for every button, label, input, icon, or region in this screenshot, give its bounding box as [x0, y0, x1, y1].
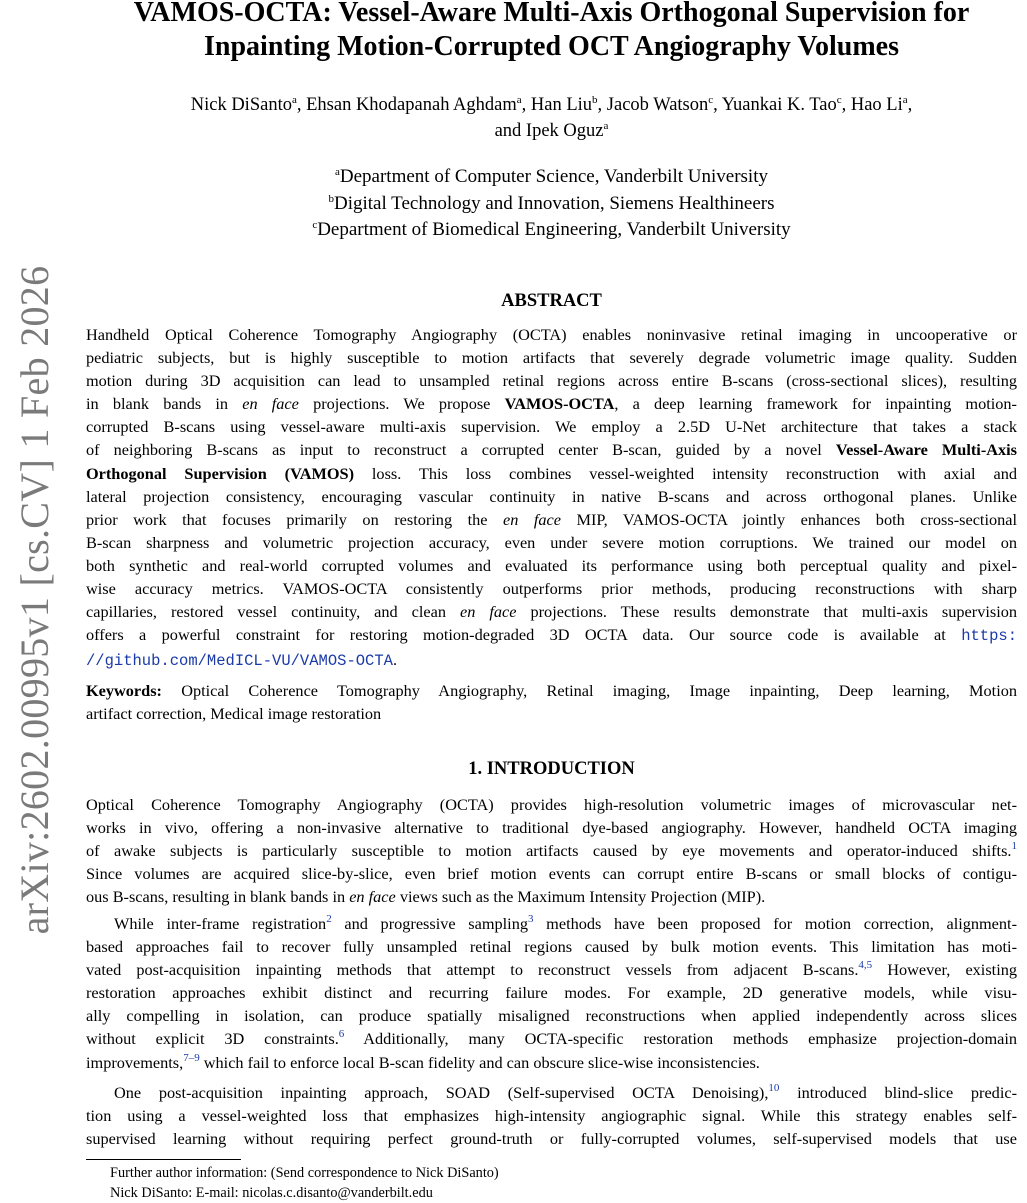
text-line: ous B-scans, resulting in blank bands in en face views such as the Maximum Intensity Projection (MIP).	[86, 887, 766, 907]
text-line: pediatric subjects, but is highly susceptible to motion artifacts that severely degrade volumetric image quality. Sudden	[86, 348, 1017, 368]
text-line: While inter-frame registration$^2$ and progressive sampling$^3$ methods have been proposed for motion correction, alignment-	[114, 913, 1017, 933]
author-affil-mark: c	[836, 94, 842, 106]
affiliation: $^a$Department of Computer Science, Vanderbilt University	[335, 166, 768, 187]
title-line-1: VAMOS-OCTA: Vessel-Aware Multi-Axis Orthogonal Supervision for	[133, 0, 970, 28]
text-line: without explicit 3D constraints.$^6$ Additionally, many OCTA-specific restoration methods emphasize projection-domain	[86, 1028, 1017, 1049]
author-affil-mark: b	[592, 94, 598, 106]
paper-title	[86, 0, 1017, 64]
author-affil-mark: a	[291, 94, 297, 106]
keywords-text-2: artifact correction, Medical image restoration	[86, 704, 382, 724]
text-line: Since volumes are acquired slice-by-slice, even brief motion events can corrupt entire B-scans or small blocks of contigu-	[86, 864, 1017, 884]
text-line: vated post-acquisition inpainting methods that attempt to reconstruct vessels from adjacent B-scans.$^{4,5}$ However, existing	[86, 959, 1017, 980]
text-line: corrupted B-scans using vessel-aware multi-axis supervision. We employ a 2.5D U-Net architecture that takes a stack	[86, 417, 1017, 437]
text-line: Orthogonal Supervision (VAMOS) loss. This loss combines vessel-weighted intensity reconstruction with axial and	[86, 463, 1017, 483]
author-affil-mark: a	[902, 94, 908, 106]
text-line: offers a powerful constraint for restoring motion-degraded 3D OCTA data. Our source code is available at https:	[86, 625, 1017, 646]
title-line-2: Inpainting Motion-Corrupted OCT Angiography Volumes	[204, 31, 899, 62]
text-line: Optical Coherence Tomography Angiography (OCTA) provides high-resolution volumetric images of microvascular net-	[86, 795, 1017, 814]
footnote-2: Nick DiSanto: E-mail: nicolas.c.disanto@vanderbilt.edu	[110, 1185, 433, 1201]
author-affil-mark: a	[516, 94, 522, 106]
abstract-body	[86, 323, 1017, 673]
text-line: ally compelling in isolation, can produce spatially misaligned reconstructions when applied independently across slices	[86, 1006, 1017, 1026]
text-line: both synthetic and real-world corrupted volumes and evaluated its performance using both perceptual quality and pixel-	[86, 555, 1017, 575]
text-line: supervised learning without requiring perfect ground-truth or fully-corrupted volumes, self-supervised models that use	[86, 1129, 1017, 1149]
author: and Ipek Oguz	[494, 121, 604, 141]
text-line: capillaries, restored vessel continuity, and clean en face projections. These results demonstrate that multi-axis supervision	[86, 602, 1017, 622]
text-line: works in vivo, offering a non-invasive alternative to traditional dye-based angiography. However, handheld OCTA imaging	[86, 818, 1017, 838]
keywords-label: Keywords:	[86, 681, 162, 700]
author-list	[86, 92, 1017, 144]
author-affil-mark: a	[603, 120, 609, 132]
footnote-1: Further author information: (Send correspondence to Nick DiSanto)	[110, 1165, 499, 1181]
keywords	[86, 679, 1017, 725]
author-line-2	[86, 118, 1017, 144]
keywords-text-1: Optical Coherence Tomography Angiography, Retinal imaging, Image inpainting, Deep learning, Motion	[161, 681, 1017, 700]
text-line: motion during 3D acquisition can lead to unsampled retinal regions across entire B-scans (cross-sectional slices), resulting	[86, 371, 1017, 391]
text-line: of awake subjects is particularly susceptible to motion artifacts caused by eye movements and operator-induced shifts.$^1$	[86, 840, 1017, 861]
intro-paragraph-3	[86, 1081, 1017, 1150]
affiliation: $^b$Digital Technology and Innovation, Siemens Healthineers	[328, 192, 775, 214]
text-line: wise accuracy metrics. VAMOS-OCTA consistently outperforms prior methods, producing reconstructions with sharp	[86, 579, 1017, 599]
affiliation-list	[86, 164, 1017, 244]
text-line: improvements,$^{7-9}$ which fail to enforce local B-scan fidelity and can obscure slice-wise inconsistencies.	[86, 1051, 760, 1072]
intro-paragraph-1	[86, 793, 1017, 908]
affiliation: $^c$Department of Biomedical Engineering, Vanderbilt University	[312, 219, 791, 240]
text-line: restoration approaches exhibit distinct and recurring failure modes. For example, 2D generative models, while visu-	[86, 983, 1017, 1003]
author-affil-mark: c	[708, 94, 714, 106]
author: Hao Li	[850, 95, 903, 115]
text-line: in blank bands in en face projections. We propose VAMOS-OCTA, a deep learning framework for inpainting motion-	[86, 394, 1017, 414]
author: Ehsan Khodapanah Aghdam	[306, 95, 517, 115]
author: Jacob Watson	[606, 95, 709, 115]
text-line: lateral projection consistency, encouraging vascular continuity in native B-scans and across orthogonal planes. Unlike	[86, 486, 1017, 506]
footnote-rule	[86, 1159, 241, 1160]
abstract-heading: ABSTRACT	[501, 291, 602, 311]
arxiv-side-stamp: arXiv:2602.00995v1 [cs.CV] 1 Feb 2026	[12, 265, 57, 935]
author: Yuankai K. Tao	[721, 95, 837, 115]
text-line: //github.com/MedICL-VU/VAMOS-OCTA.	[86, 650, 398, 671]
author-line-1: Nick DiSanto$^a$, Ehsan Khodapanah Aghdam$^a$, Han Liu$^b$, Jacob Watson$^c$, Yuankai K. Tao$^c$, Hao Li$^a$,	[190, 94, 913, 115]
text-line: prior work that focuses primarily on restoring the en face MIP, VAMOS-OCTA jointly enhances both cross-sectional	[86, 509, 1018, 529]
intro-heading: 1. INTRODUCTION	[468, 759, 635, 779]
text-line: based approaches fail to recover fully unsampled retinal regions caused by bulk motion events. This limitation has moti-	[86, 937, 1017, 957]
text-line: One post-acquisition inpainting approach, SOAD (Self-supervised OCTA Denoising),$^{10}$ introduced blind-slice predic-	[114, 1082, 1017, 1102]
text-line: tion using a vessel-weighted loss that emphasizes high-intensity angiographic signal. While this strategy enables self-	[86, 1106, 1017, 1126]
author: Han Liu	[530, 95, 593, 115]
text-line: Handheld Optical Coherence Tomography Angiography (OCTA) enables noninvasive retinal imaging in uncooperative or	[86, 325, 1017, 344]
author: Nick DiSanto	[190, 95, 292, 115]
intro-paragraph-2	[86, 912, 1017, 1074]
text-line: of neighboring B-scans as input to reconstruct a corrupted center B-scan, guided by a novel Vessel-Aware Multi-Axis	[86, 440, 1017, 460]
text-line: B-scan sharpness and volumetric projection accuracy, even under severe motion corruptions. We trained our model on	[86, 532, 1017, 552]
